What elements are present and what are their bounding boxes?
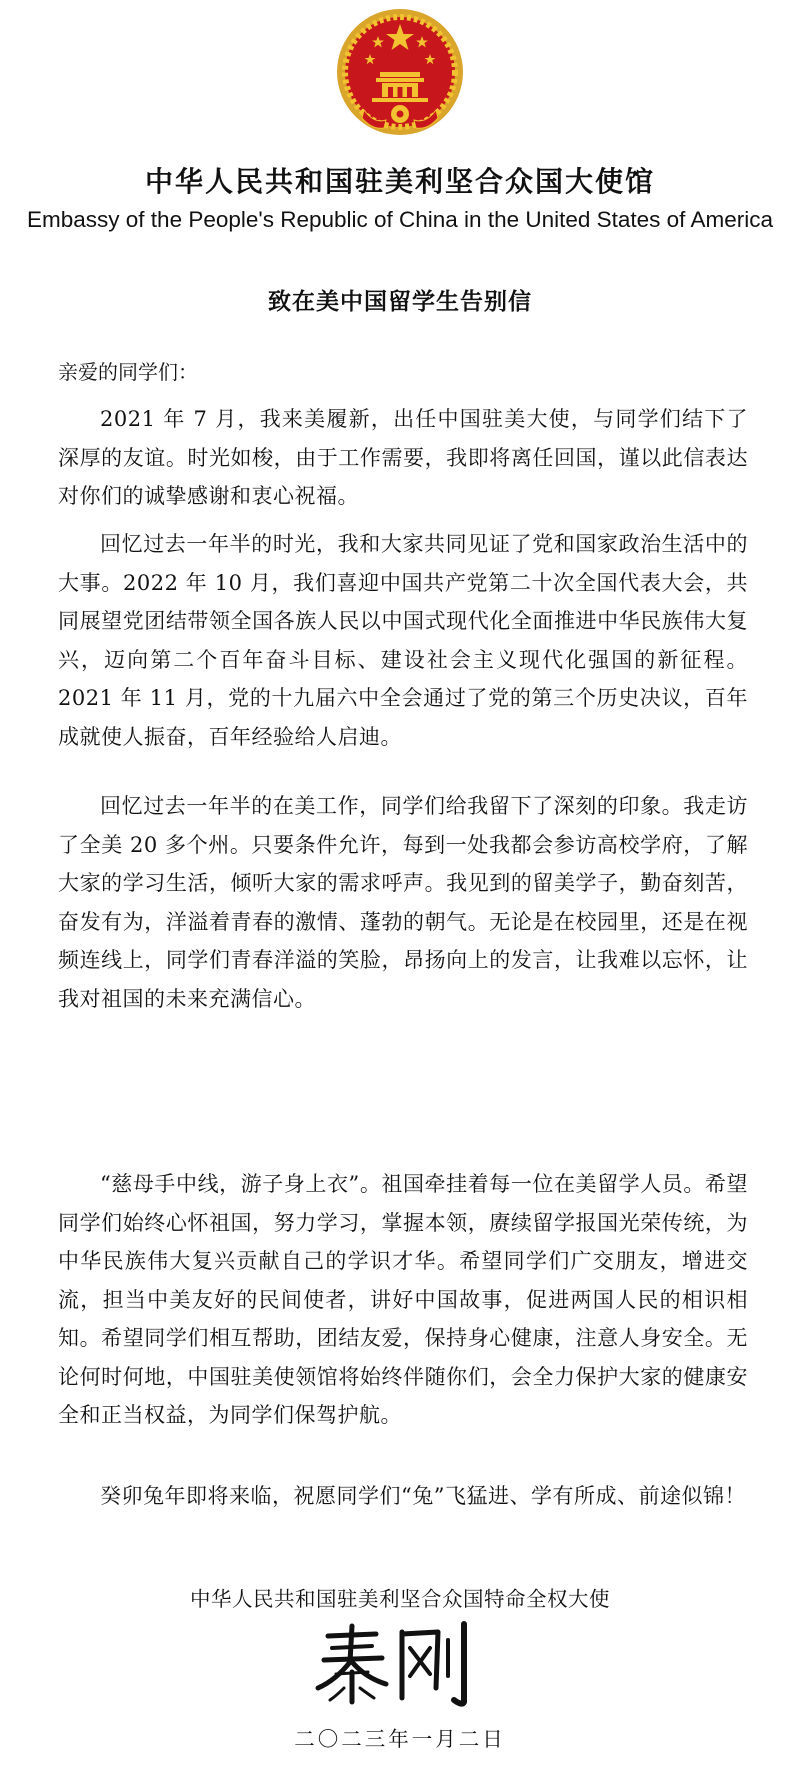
signer-title: 中华人民共和国驻美利坚合众国特命全权大使 (190, 1587, 610, 1611)
handwritten-signature (306, 1618, 486, 1708)
national-emblem-icon (334, 6, 466, 138)
letter-paragraph: 2021 年 7 月，我来美履新，出任中国驻美大使，与同学们结下了深厚的友谊。时光如梭，由于工作需要，我即将离任回国，谨以此信表达对你们的诚挚感谢和衷心祝福。 (58, 407, 748, 508)
letter-date: 二〇二三年一月二日 (294, 1727, 506, 1751)
letter-paragraph: 癸卯兔年即将来临，祝愿同学们“兔”飞猛进、学有所成、前途似锦！ (100, 1484, 746, 1508)
letter-greeting: 亲爱的同学们： (58, 360, 198, 384)
letter-title: 致在美中国留学生告别信 (268, 289, 532, 315)
embassy-name-english: Embassy of the People's Republic of China in the United States of America (27, 207, 773, 232)
letter-paragraph: 回忆过去一年半的时光，我和大家共同见证了党和国家政治生活中的大事。2022 年 10 月，我们喜迎中国共产党第二十次全国代表大会，共同展望党团结带领全国各族人民以中国式现代化全面推进中华民族伟大复兴，迈向第二个百年奋斗目标、建设社会主义现代化强国的新征程。2021 年 11 月，党的十九届六中全会通过了党的第三个历史决议，百年成就使人振奋，百年经验给人启迪。 (58, 532, 748, 749)
embassy-name-chinese: 中华人民共和国驻美利坚合众国大使馆 (144, 165, 655, 198)
letter-paragraph: 回忆过去一年半的在美工作，同学们给我留下了深刻的印象。我走访了全美 20 多个州。只要条件允许，每到一处我都会参访高校学府，了解大家的学习生活，倾听大家的需求呼声。我见到的留美学子，勤奋刻苦，奋发有为，洋溢着青春的激情、蓬勃的朝气。无论是在校园里，还是在视频连线上，同学们青春洋溢的笑脸，昂扬向上的发言，让我难以忘怀，让我对祖国的未来充满信心。 (58, 794, 748, 1011)
letter-paragraph: “慈母手中线，游子身上衣”。祖国牵挂着每一位在美留学人员。希望同学们始终心怀祖国，努力学习，掌握本领，赓续留学报国光荣传统，为中华民族伟大复兴贡献自己的学识才华。希望同学们广交朋友，增进交流，担当中美友好的民间使者，讲好中国故事，促进两国人民的相识相知。希望同学们相互帮助，团结友爱，保持身心健康，注意人身安全。无论何时何地，中国驻美使领馆将始终伴随你们，会全力保护大家的健康安全和正当权益，为同学们保驾护航。 (58, 1172, 748, 1427)
